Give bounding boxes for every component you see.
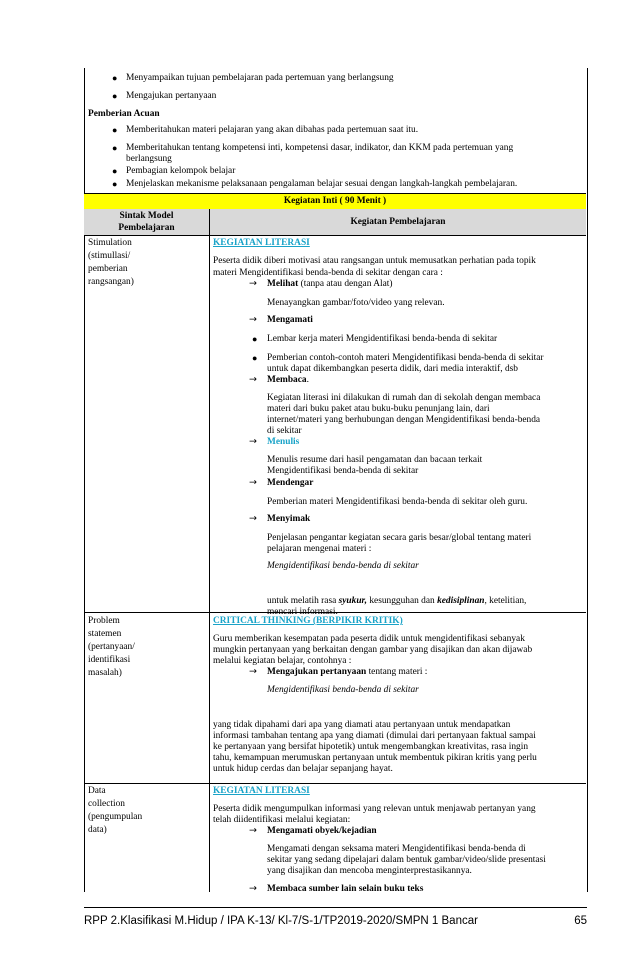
membaca-line: materi dari buku paket atau buku-buku penunjang lain, dari [267, 404, 490, 414]
row-divider [84, 783, 586, 784]
closing-text: kesungguhan dan [367, 596, 438, 606]
data-label-line: Data [88, 786, 106, 796]
page-footer [84, 907, 587, 936]
ask-topic: Mengidentifikasi benda-benda di sekitar [267, 685, 419, 695]
problem-label-line: statemen [88, 629, 122, 639]
stim-label-line: (stimullasi/ [88, 251, 131, 261]
bullet-icon: ● [112, 166, 118, 176]
mendengar-label: Mendengar [267, 478, 314, 488]
ask-note: tentang materi : [366, 667, 428, 677]
menulis-label: Menulis [267, 437, 300, 447]
arrow-icon: → [249, 278, 257, 289]
intro-item: Menyampaikan tujuan pembelajaran pada pertemuan yang berlangsung [126, 73, 394, 83]
col1-header-line1: Sintak Model [119, 211, 174, 221]
col2-header: Kegiatan Pembelajaran [350, 217, 446, 227]
arrow-icon: → [249, 666, 257, 677]
membaca-dot: . [306, 375, 309, 385]
problem-closing-line: untuk hidup cerdas dan belajar sepanjang hayat. [213, 764, 393, 774]
membaca-line: Kegiatan literasi ini dilakukan di rumah dan di sekolah dengan membaca [267, 393, 541, 403]
stim-label-line: pemberian [88, 264, 128, 274]
problem-label-line: Problem [88, 616, 120, 626]
melihat-item [267, 278, 392, 290]
membaca-line: internet/materi yang berhubungan dengan Mengidentifikasi benda-benda [267, 415, 541, 425]
closing-emph: kedisiplinan [437, 596, 485, 606]
bullet-icon: ● [252, 334, 258, 344]
problem-closing-line: tahu, kemampuan merumuskan pertanyaan untuk membentuk pikiran kritis yang perlu [213, 753, 537, 763]
obyek-line: sekitar yang sedang dipelajari dalam bentuk gambar/video/slide presentasi [267, 855, 546, 865]
kegiatan-inti-title: Kegiatan Inti ( 90 Menit ) [283, 196, 387, 206]
membaca-label: Membaca [267, 375, 307, 385]
problem-intro-line: Guru memberikan kesempatan pada peserta didik untuk mengidentifikasi sebanyak [213, 634, 525, 644]
melihat-label: Melihat [267, 279, 299, 289]
arrow-icon: → [249, 513, 257, 524]
document-page [84, 68, 587, 908]
footer-left: RPP 2.Klasifikasi M.Hidup / IPA K-13/ Kl-7/S-1/TP2019-2020/SMPN 1 Bancar [84, 915, 478, 927]
stim-closing-line2: mencari informasi. [267, 607, 338, 617]
data-intro-line: telah diidentifikasi melalui kegiatan: [213, 815, 351, 825]
menyimak-label: Menyimak [267, 514, 311, 524]
intro-item: Mengajukan pertanyaan [126, 91, 217, 101]
menyimak-topic: Mengidentifikasi benda-benda di sekitar [267, 561, 419, 571]
melihat-note: (tanpa atau dengan Alat) [298, 279, 393, 289]
acuan-item: Memberitahukan tentang kompetensi inti, kompetensi dasar, indikator, dan KKM pada pertemuan yang [126, 143, 514, 153]
bullet-icon: ● [112, 125, 118, 135]
problem-label-line: (pertanyaan/ [88, 642, 135, 652]
stim-bullet-line: Pemberian contoh-contoh materi Mengidentifikasi benda-benda di sekitar [267, 353, 544, 363]
ask-label: Mengajukan pertanyaan [267, 667, 367, 677]
obyek-line: yang disajikan dan mencoba menginterprestasikannya. [267, 866, 472, 876]
bullet-icon: ● [252, 353, 258, 363]
arrow-icon: → [249, 374, 257, 385]
obyek-label: Mengamati obyek/kejadian [267, 826, 377, 836]
problem-closing-line: informasi tambahan tentang apa yang diamati (dimulai dari pertanyaan faktual sampai [213, 731, 536, 741]
mengamati-label: Mengamati [267, 315, 313, 325]
arrow-icon: → [249, 314, 257, 325]
melihat-desc: Menayangkan gambar/foto/video yang relevan. [267, 298, 445, 308]
problem-closing-line: yang tidak dipahami dari apa yang diamati atau pertanyaan untuk mendapatkan [213, 720, 511, 730]
bullet-icon: ● [112, 73, 118, 83]
membaca-item [267, 374, 309, 386]
menyimak-line: pelajaran mengenai materi : [267, 544, 372, 554]
table-header [84, 209, 586, 236]
acuan-item: Menjelaskan mekanisme pelaksanaan pengalaman belajar sesuai dengan langkah-langkah pembelajaran. [126, 179, 518, 189]
stim-intro-line: materi Mengidentifikasi benda-benda di sekitar dengan cara : [213, 268, 443, 278]
arrow-icon: → [249, 825, 257, 836]
obyek-line: Mengamati dengan seksama materi Mengidentifikasi benda-benda di [267, 844, 526, 854]
acuan-item: Pembagian kelompok belajar [126, 166, 236, 176]
stim-intro-line: Peserta didik diberi motivasi atau rangsangan untuk memusatkan perhatian pada topik [213, 256, 536, 266]
problem-heading: CRITICAL THINKING (BERPIKIR KRITIK) [213, 616, 403, 626]
sumber-label: Membaca sumber lain selain buku teks [267, 884, 424, 894]
acuan-item-cont: berlangsung [126, 154, 172, 164]
data-label-line: (pengumpulan [88, 812, 143, 822]
problem-label-line: identifikasi [88, 655, 131, 665]
column-divider [209, 209, 210, 892]
stim-label-line: rangsangan) [88, 277, 134, 287]
data-intro-line: Peserta didik mengumpulkan informasi yang relevan untuk menjawab pertanyan yang [213, 804, 536, 814]
problem-intro-line: mungkin pertanyaan yang berkaitan dengan gambar yang disajikan dan akan dijawab [213, 645, 533, 655]
problem-intro-line: melalui kegiatan belajar, contohnya : [213, 656, 352, 666]
stim-label-line: Stimulation [88, 238, 132, 248]
problem-label-line: masalah) [88, 668, 122, 678]
menulis-line: Mengidentifikasi benda-benda di sekitar [267, 466, 419, 476]
bullet-icon: ● [112, 143, 118, 153]
closing-text: , ketelitian, [484, 596, 527, 606]
acuan-heading: Pemberian Acuan [88, 109, 160, 119]
col1-header-line2: Pembelajaran [118, 223, 175, 233]
problem-closing-line: ke pertanyaan yang bersifat hipotetik) untuk mengembangkan kreativitas, rasa ingin [213, 742, 529, 752]
membaca-line: di sekitar [267, 426, 302, 436]
stim-bullet: Lembar kerja materi Mengidentifikasi benda-benda di sekitar [267, 334, 498, 344]
stim-heading: KEGIATAN LITERASI [213, 238, 310, 248]
arrow-icon: → [249, 883, 257, 894]
data-label-line: collection [88, 799, 125, 809]
data-label-line: data) [88, 825, 107, 835]
bullet-icon: ● [112, 91, 118, 101]
mendengar-desc: Pemberian materi Mengidentifikasi benda-benda di sekitar oleh guru. [267, 497, 528, 507]
ask-item [267, 666, 427, 678]
acuan-item: Memberitahukan materi pelajaran yang akan dibahas pada pertemuan saat itu. [126, 125, 419, 135]
closing-text: untuk melatih rasa [267, 596, 339, 606]
data-heading: KEGIATAN LITERASI [213, 786, 310, 796]
stim-bullet-line: untuk dapat dikembangkan peserta didik, dari media interaktif, dsb [267, 364, 518, 374]
page-number: 65 [574, 915, 587, 927]
kegiatan-inti-banner [84, 193, 586, 210]
arrow-icon: → [249, 477, 257, 488]
closing-emph: syukur, [338, 596, 368, 606]
arrow-icon: → [249, 436, 257, 447]
bullet-icon: ● [112, 179, 118, 189]
menulis-line: Menulis resume dari hasil pengamatan dan bacaan terkait [267, 455, 483, 465]
menyimak-line: Penjelasan pengantar kegiatan secara garis besar/global tentang materi [267, 533, 532, 543]
